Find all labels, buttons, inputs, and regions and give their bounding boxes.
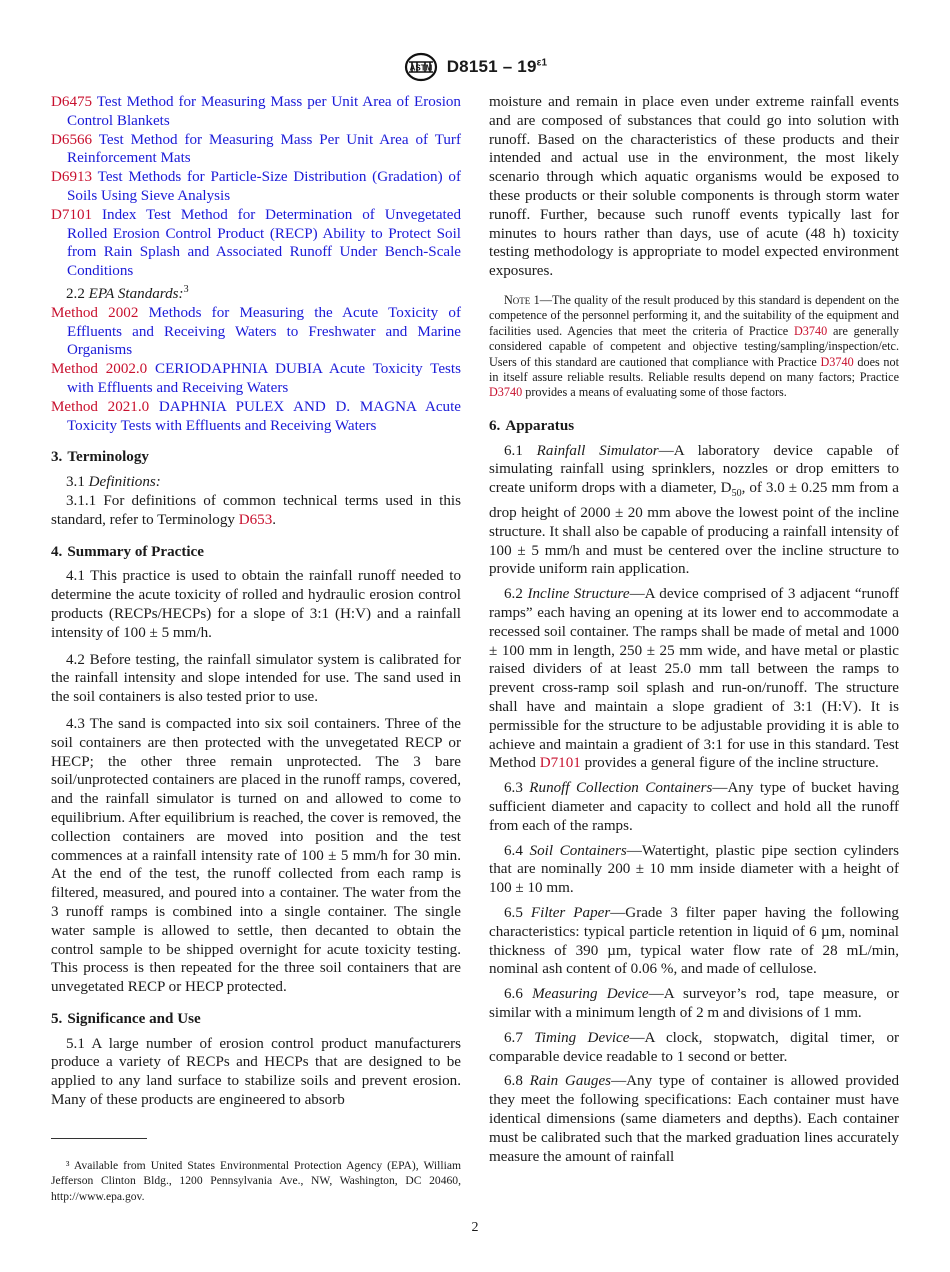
page-header: [0, 52, 950, 82]
reference-item: [51, 93, 461, 131]
reference-code-link[interactable]: Method 2002: [51, 304, 139, 321]
reference-code-link[interactable]: Method 2002.0: [51, 361, 148, 378]
note-1: Note 1—The quality of the result produced by this standard is dependent on the competence of the personnel performing it, and the suitability of the equipment and facilities used. Agencies that meet the criteria of Practice D3740 are generally considered capable of competent and objective testing/sampling/inspection/etc. Users of this standard are cautioned that compliance with Practice D3740 does not in itself assure reliable results. Reliable results depend on many factors; Practice D3740 provides a means of evaluating some of those factors.: [489, 292, 899, 400]
reference-title-link[interactable]: Methods for Measuring the Acute Toxicity of Effluents and Receiving Waters to Freshwater and Marine Organisms: [67, 304, 461, 359]
section-5-heading: 5. Significance and Use: [51, 1010, 201, 1027]
reference-title-link[interactable]: Test Method for Measuring Mass Per Unit Area of Turf Reinforcement Mats: [67, 131, 461, 167]
section-5-1-continued: moisture and remain in place even under extreme rainfall events and are composed of substances that could go into solution with runoff. Based on the characteristics of these products and their intended and actual use in the environment, the most likely scenario through which aquatic organisms would be exposed to these products or their soluble components is through storm water runoff. Further, because such runoff events typically last for minutes to hours rather than days, use of acute (48 h) toxicity testing methodology is appropriate to model expected environment exposures.: [489, 94, 899, 280]
d3740-link[interactable]: D3740: [793, 323, 828, 338]
section-6-heading: 6. Apparatus: [489, 417, 575, 434]
left-column: [51, 93, 461, 1110]
right-column: [489, 93, 899, 1166]
reference-code-link[interactable]: D7101: [51, 206, 93, 223]
epa-reference-list: [51, 304, 461, 436]
section-4-2: 4.2 Before testing, the rainfall simulator system is calibrated for the rainfall intensity and slope intended for use. The sand used in the soil containers is also tested prior to use.: [51, 651, 461, 706]
section-4-heading: 4. Summary of Practice: [51, 543, 204, 560]
d7101-link[interactable]: D7101: [539, 755, 581, 772]
section-6-3: 6.3 Runoff Collection Containers—Any type of bucket having sufficient diameter and capacity to collect and hold all the runoff from each of the ramps.: [489, 780, 899, 834]
section-6-6: 6.6 Measuring Device—A surveyor’s rod, tape measure, or similar with a minimum length of 2 m and divisions of 1 mm.: [489, 986, 899, 1021]
svg-text:ASTM: ASTM: [409, 63, 433, 73]
section-6-1: 6.1 Rainfall Simulator—A laboratory device capable of simulating rainfall using sprinklers, nozzles or drop emitters to create uniform drops with a diameter, $D_{50}$, of 3.0 ± 0.25 mm from a drop height of 2000 ± 20 mm above the lowest point of the incline structure. It shall also be capable of producing a rainfall intensity of 100 ± 5 mm/h and must be centered over the incline structure to provide uniform rain application.: [489, 442, 900, 578]
section-6-8: 6.8 Rain Gauges—Any type of container is allowed provided they meet the following specifications: Each container must have identical dimensions (same diameters and depths). Each container must be calibrated such that the marked graduation lines accurately measure the amount of rainfall: [489, 1073, 899, 1165]
section-6-5: 6.5 Filter Paper—Grade 3 filter paper having the following characteristics: typical particle retention in liquid of 6 µm, nominal thickness of 390 µm, typical water flow rate of 28 mL/min, nominal ash content of 0.06 %, and made of cellulose.: [489, 904, 899, 978]
document-designation: $D8151 - 19^{\varepsilon 1}$: [446, 57, 548, 76]
reference-code-link[interactable]: D6913: [51, 169, 93, 186]
astm-logo-icon: [403, 52, 439, 82]
astm-reference-list: [51, 93, 461, 281]
section-3-1-1: 3.1.1 For definitions of common technical terms used in this standard, refer to Terminology D653.: [51, 492, 461, 528]
section-4-3: 4.3 The sand is compacted into six soil containers. Three of the soil containers are then protected with the unvegetated RECP or HECP; the other three remain unprotected. The 3 bare soil/unprotected containers are placed in the runoff ramps, covered, and the rainfall simulator is turned on and allowed to come to equilibrium. After equilibrium is reached, the cover is removed, the collection containers are moved into position and the test commences at a rainfall intensity rate of 100 ± 5 mm/h for 30 min. At the end of the test, the runoff collected from each ramp is filtered, measured, and poured into a container. The water from the 3 runoff ramps is combined into a single container. The single water sample is allowed to settle, then decanted to obtain the control sample to be shipped overnight for acute toxicity testing. This process is then repeated for the three soil containers that are unvegetated RECP or HECP protected.: [51, 715, 461, 996]
d3740-link[interactable]: D3740: [820, 354, 854, 369]
reference-title-link[interactable]: CERIODAPHNIA DUBIA Acute Toxicity Tests with Effluents and Receiving Waters: [67, 361, 461, 396]
d653-link[interactable]: D653: [238, 511, 273, 528]
reference-title-link[interactable]: Index Test Method for Determination of Unvegetated Rolled Erosion Control Product (RECP) Ability to Protect Soil from Rain Splash and Associated Runoff Under Bench-Scale Conditions: [67, 206, 461, 280]
section-6-2: 6.2 Incline Structure—A device comprised of 3 adjacent “runoff ramps” each having an opening at its lower end to accommodate a recessed soil container. The ramps shall be made of metal and 1000 ± 100 mm in length, 250 ± 25 mm wide, and have metal or plastic raised dividers of at least 25.0 mm tall between the ramps to prevent cross-ramp soil splash and run-on/runoff. The structure shall have and maintain a slope gradient of 3:1 (H:V). It is permissible for the structure to be adjustable providing it is able to achieve and maintain a gradient of 3:1 for use in this standard. Test Method D7101 provides a general figure of the incline structure.: [489, 586, 899, 772]
reference-title-link[interactable]: Test Method for Measuring Mass per Unit Area of Erosion Control Blankets: [67, 94, 461, 129]
reference-code-link[interactable]: D6475: [51, 94, 93, 110]
footnote-divider: [51, 1138, 147, 1139]
reference-item: [51, 168, 461, 206]
section-6-7: 6.7 Timing Device—A clock, stopwatch, digital timer, or comparable device readable to 1 second or better.: [489, 1029, 900, 1065]
section-5-1: 5.1 A large number of erosion control product manufacturers produce a variety of RECPs and HECPs that are designed to be applied to any land surface to stabilize soils and prevent erosion. Many of these products are engineered to absorb: [51, 1035, 461, 1109]
reference-title-link[interactable]: DAPHNIA PULEX AND D. MAGNA Acute Toxicity Tests with Effluents and Receiving Waters: [67, 398, 461, 434]
section-3-heading: 3. Terminology: [51, 449, 149, 466]
d3740-link[interactable]: D3740: [489, 385, 523, 400]
reference-item: [51, 398, 461, 436]
page-number: 2: [471, 1220, 479, 1235]
reference-item: [51, 360, 461, 398]
epa-standards-label: 2.2 EPA Standards:$^3$: [66, 283, 189, 302]
reference-title-link[interactable]: Test Methods for Particle-Size Distribution (Gradation) of Soils Using Sieve Analysis: [67, 169, 461, 204]
section-4-1: 4.1 This practice is used to obtain the rainfall runoff needed to determine the acute toxicity of rolled and hydraulic erosion control products (RECPs/HECPs) for a slope of 3:1 (H:V) and a rainfall intensity of 100 ± 5 mm/h.: [51, 568, 461, 641]
footnote-3: ³ Available from United States Environmental Protection Agency (EPA), William Jefferson Clinton Bldg., 1200 Pennsylvania Ave., NW, Washington, DC 20460, http://www.epa.gov.: [51, 1158, 461, 1203]
reference-item: [51, 206, 461, 281]
reference-item: [51, 131, 461, 169]
designation-superscript: ε1: [536, 57, 548, 69]
reference-code-link[interactable]: D6566: [51, 131, 93, 148]
section-6-4: 6.4 Soil Containers—Watertight, plastic pipe section cylinders that are nominally 200 ± 10 mm inside diameter with a height of 100 ± 10 mm.: [489, 842, 899, 897]
reference-code-link[interactable]: Method 2021.0: [51, 398, 150, 415]
reference-item: [51, 304, 461, 360]
section-3-1: 3.1 Definitions:: [66, 474, 161, 491]
